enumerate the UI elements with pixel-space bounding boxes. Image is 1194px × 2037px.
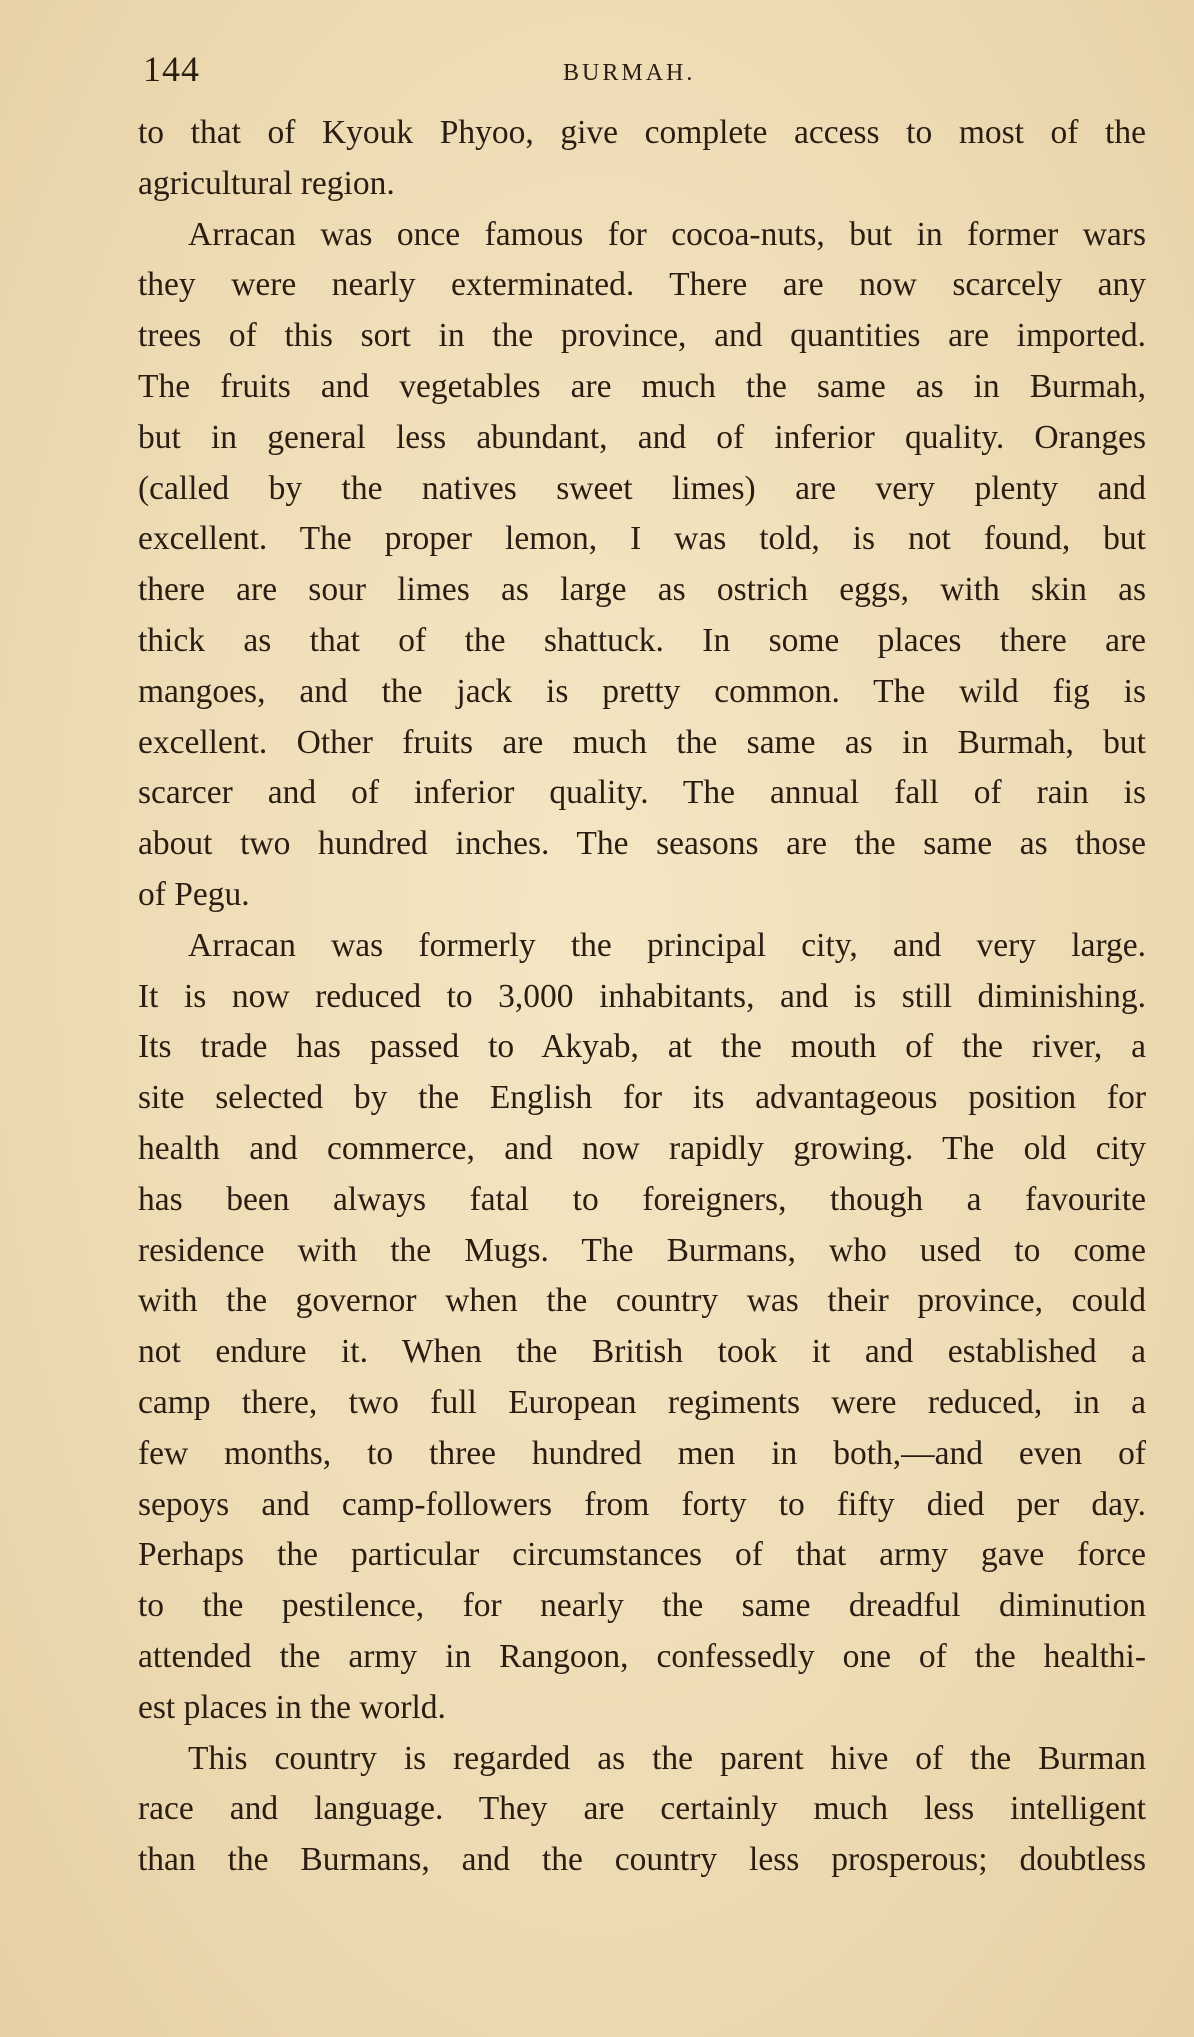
text-line: excellent. The proper lemon, I was told, is not found, but bbox=[138, 520, 1146, 558]
text-line: attended the army in Rangoon, confessedly one of the healthi- bbox=[138, 1637, 1146, 1675]
text-line: residence with the Mugs. The Burmans, who used to come bbox=[138, 1231, 1146, 1269]
text-line: to that of Kyouk Phyoo, give complete access to most of the bbox=[138, 114, 1146, 151]
text-line: has been always fatal to foreigners, though a favourite bbox=[138, 1180, 1146, 1218]
text-line: with the governor when the country was their province, could bbox=[138, 1282, 1146, 1320]
text-line: mangoes, and the jack is pretty common. The wild fig is bbox=[138, 672, 1146, 710]
text-line: est places in the world. bbox=[138, 1688, 446, 1726]
text-line: Arracan was once famous for cocoa-nuts, but in former wars bbox=[188, 215, 1146, 253]
text-line: The fruits and vegetables are much the same as in Burmah, bbox=[138, 367, 1146, 405]
text-line: agricultural region. bbox=[138, 164, 395, 202]
text-line: (called by the natives sweet limes) are very plenty and bbox=[138, 469, 1146, 507]
text-line: Perhaps the particular circumstances of that army gave force bbox=[138, 1536, 1146, 1574]
text-line: This country is regarded as the parent hive of the Burman bbox=[188, 1739, 1146, 1777]
text-line: there are sour limes as large as ostrich eggs, with skin as bbox=[138, 571, 1146, 609]
text-line: site selected by the English for its advantageous position for bbox=[138, 1079, 1146, 1117]
running-title: BURMAH. bbox=[563, 60, 696, 86]
body-text bbox=[138, 108, 1146, 1886]
text-line: trees of this sort in the province, and quantities are imported. bbox=[138, 317, 1146, 355]
text-line: Its trade has passed to Akyab, at the mouth of the river, a bbox=[138, 1028, 1146, 1066]
text-line: Arracan was formerly the principal city, and very large. bbox=[188, 926, 1146, 964]
text-line: scarcer and of inferior quality. The annual fall of rain is bbox=[138, 774, 1146, 812]
text-line: to the pestilence, for nearly the same dreadful diminution bbox=[138, 1587, 1146, 1625]
text-line: sepoys and camp-followers from forty to fifty died per day. bbox=[138, 1485, 1146, 1523]
text-line: of Pegu. bbox=[138, 875, 250, 913]
running-head bbox=[143, 48, 1145, 98]
text-line: not endure it. When the British took it and established a bbox=[138, 1333, 1146, 1371]
text-line: It is now reduced to 3,000 inhabitants, and is still diminishing. bbox=[138, 977, 1146, 1015]
text-line: health and commerce, and now rapidly growing. The old city bbox=[138, 1129, 1146, 1167]
text-line: they were nearly exterminated. There are now scarcely any bbox=[138, 266, 1146, 304]
text-line: race and language. They are certainly much less intelligent bbox=[138, 1790, 1146, 1828]
text-line: few months, to three hundred men in both,—and even of bbox=[138, 1434, 1146, 1472]
text-line: but in general less abundant, and of inferior quality. Oranges bbox=[138, 418, 1146, 456]
text-line: excellent. Other fruits are much the same as in Burmah, but bbox=[138, 723, 1146, 761]
text-line: than the Burmans, and the country less prosperous; doubtless bbox=[138, 1841, 1146, 1879]
page-number: 144 bbox=[143, 49, 200, 89]
text-line: about two hundred inches. The seasons are the same as those bbox=[138, 825, 1146, 863]
text-line: camp there, two full European regiments were reduced, in a bbox=[138, 1383, 1146, 1421]
text-line: thick as that of the shattuck. In some places there are bbox=[138, 621, 1146, 659]
